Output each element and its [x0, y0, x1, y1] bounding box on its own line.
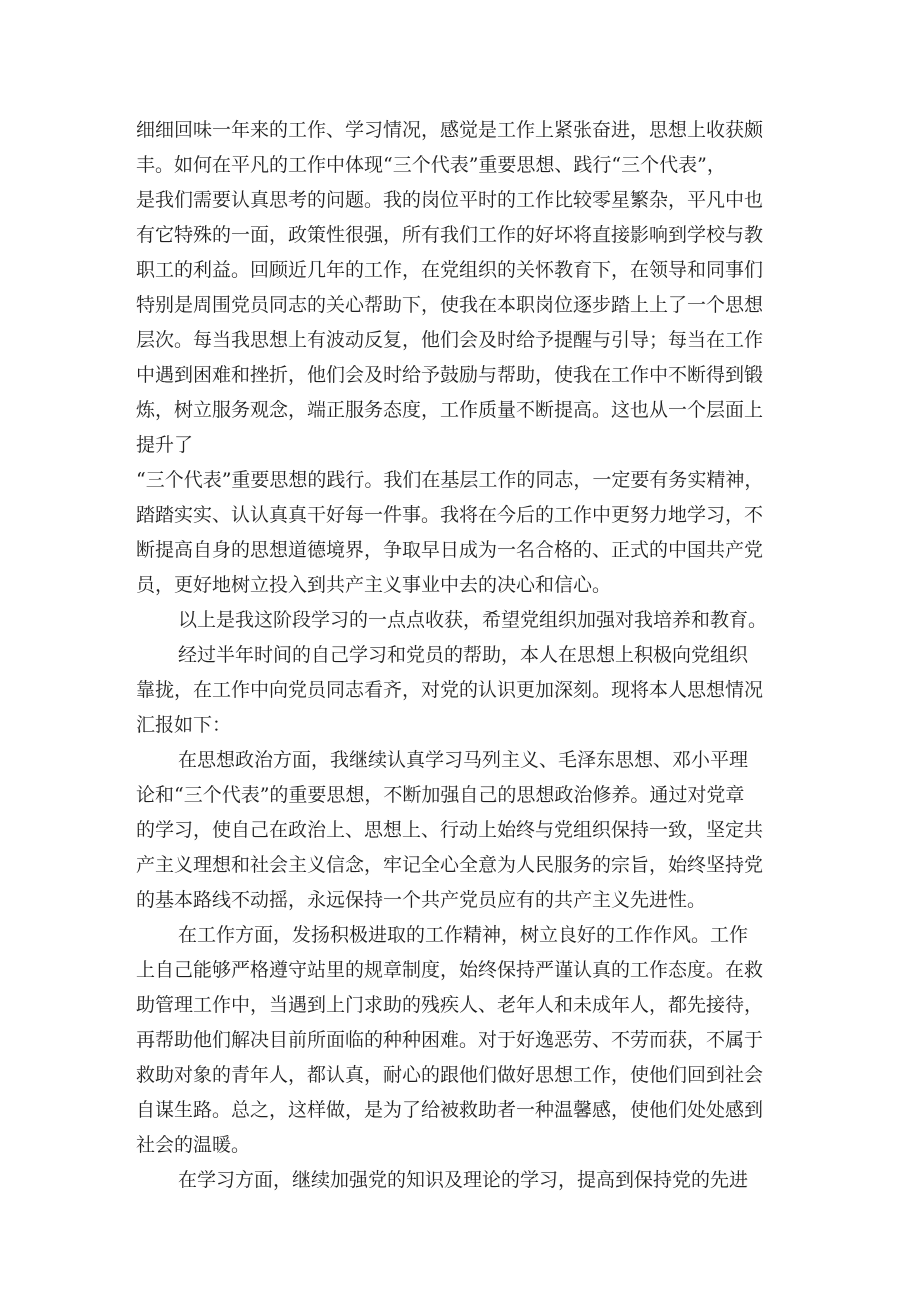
text-line: 汇报如下： — [136, 714, 232, 736]
text-line: 救助对象的青年人，都认真，耐心的跟他们做好思想工作，使他们回到社会 — [136, 1064, 764, 1086]
text-line: 社会的温暖。 — [136, 1134, 251, 1156]
text-line: 断提高自身的思想道德境界，争取早日成为一名合格的、正式的中国共产党 — [136, 539, 764, 561]
text-line: 中遇到困难和挫折，他们会及时给予鼓励与帮助，使我在工作中不断得到锻 — [136, 364, 764, 386]
text-line: 炼，树立服务观念，端正服务态度，工作质量不断提高。这也从一个层面上 — [136, 399, 764, 421]
text-line: 在工作方面，发扬积极进取的工作精神，树立良好的工作作风。工作 — [178, 924, 749, 946]
text-line: 经过半年时间的自己学习和党员的帮助，本人在思想上积极向党组织 — [178, 644, 749, 666]
text-line: 层次。每当我思想上有波动反复，他们会及时给予提醒与引导；每当在工作 — [136, 329, 764, 351]
text-line: 踏踏实实、认认真真干好每一件事。我将在今后的工作中更努力地学习，不 — [136, 504, 764, 526]
text-line: 产主义理想和社会主义信念，牢记全心全意为人民服务的宗旨，始终坚持党 — [136, 854, 764, 876]
text-line: 以上是我这阶段学习的一点点收获，希望党组织加强对我培养和教育。 — [178, 609, 768, 631]
text-line: 论和“三个代表”的重要思想，不断加强自己的思想政治修养。通过对党章 — [136, 784, 745, 806]
text-line: 提升了 — [136, 434, 194, 456]
text-line: 自谋生路。总之，这样做，是为了给被救助者一种温馨感，使他们处处感到 — [136, 1099, 764, 1121]
text-line: 助管理工作中，当遇到上门求助的残疾人、老年人和未成年人，都先接待， — [136, 994, 764, 1016]
text-line: 上自己能够严格遵守站里的规章制度，始终保持严谨认真的工作态度。在救 — [136, 959, 764, 981]
text-line: 有它特殊的一面，政策性很强，所有我们工作的好坏将直接影响到学校与教 — [136, 224, 764, 246]
text-line: 的基本路线不动摇，永远保持一个共产党员应有的共产主义先进性。 — [136, 889, 707, 911]
text-line: 再帮助他们解决目前所面临的种种困难。对于好逸恶劳、不劳而获，不属于 — [136, 1029, 764, 1051]
text-line: 丰。如何在平凡的工作中体现“三个代表”重要思想、践行“三个代表”， — [136, 154, 726, 176]
text-line: 在学习方面，继续加强党的知识及理论的学习，提高到保持党的先进 — [178, 1169, 749, 1191]
text-line: 职工的利益。回顾近几年的工作，在党组织的关怀教育下，在领导和同事们 — [136, 259, 764, 281]
text-line: 在思想政治方面，我继续认真学习马列主义、毛泽东思想、邓小平理 — [178, 749, 749, 771]
text-line: “三个代表”重要思想的践行。我们在基层工作的同志，一定要有务实精神， — [136, 469, 764, 491]
text-line: 特别是周围党员同志的关心帮助下，使我在本职岗位逐步踏上上了一个思想 — [136, 294, 764, 316]
text-line: 员，更好地树立投入到共产主义事业中去的决心和信心。 — [136, 574, 612, 596]
text-line: 细细回味一年来的工作、学习情况，感觉是工作上紧张奋进，思想上收获颇 — [136, 119, 764, 141]
text-line: 是我们需要认真思考的问题。我的岗位平时的工作比较零星繁杂，平凡中也 — [136, 189, 764, 211]
text-line: 的学习，使自己在政治上、思想上、行动上始终与党组织保持一致，坚定共 — [136, 819, 764, 841]
text-line: 靠拢，在工作中向党员同志看齐，对党的认识更加深刻。现将本人思想情况 — [136, 679, 764, 701]
